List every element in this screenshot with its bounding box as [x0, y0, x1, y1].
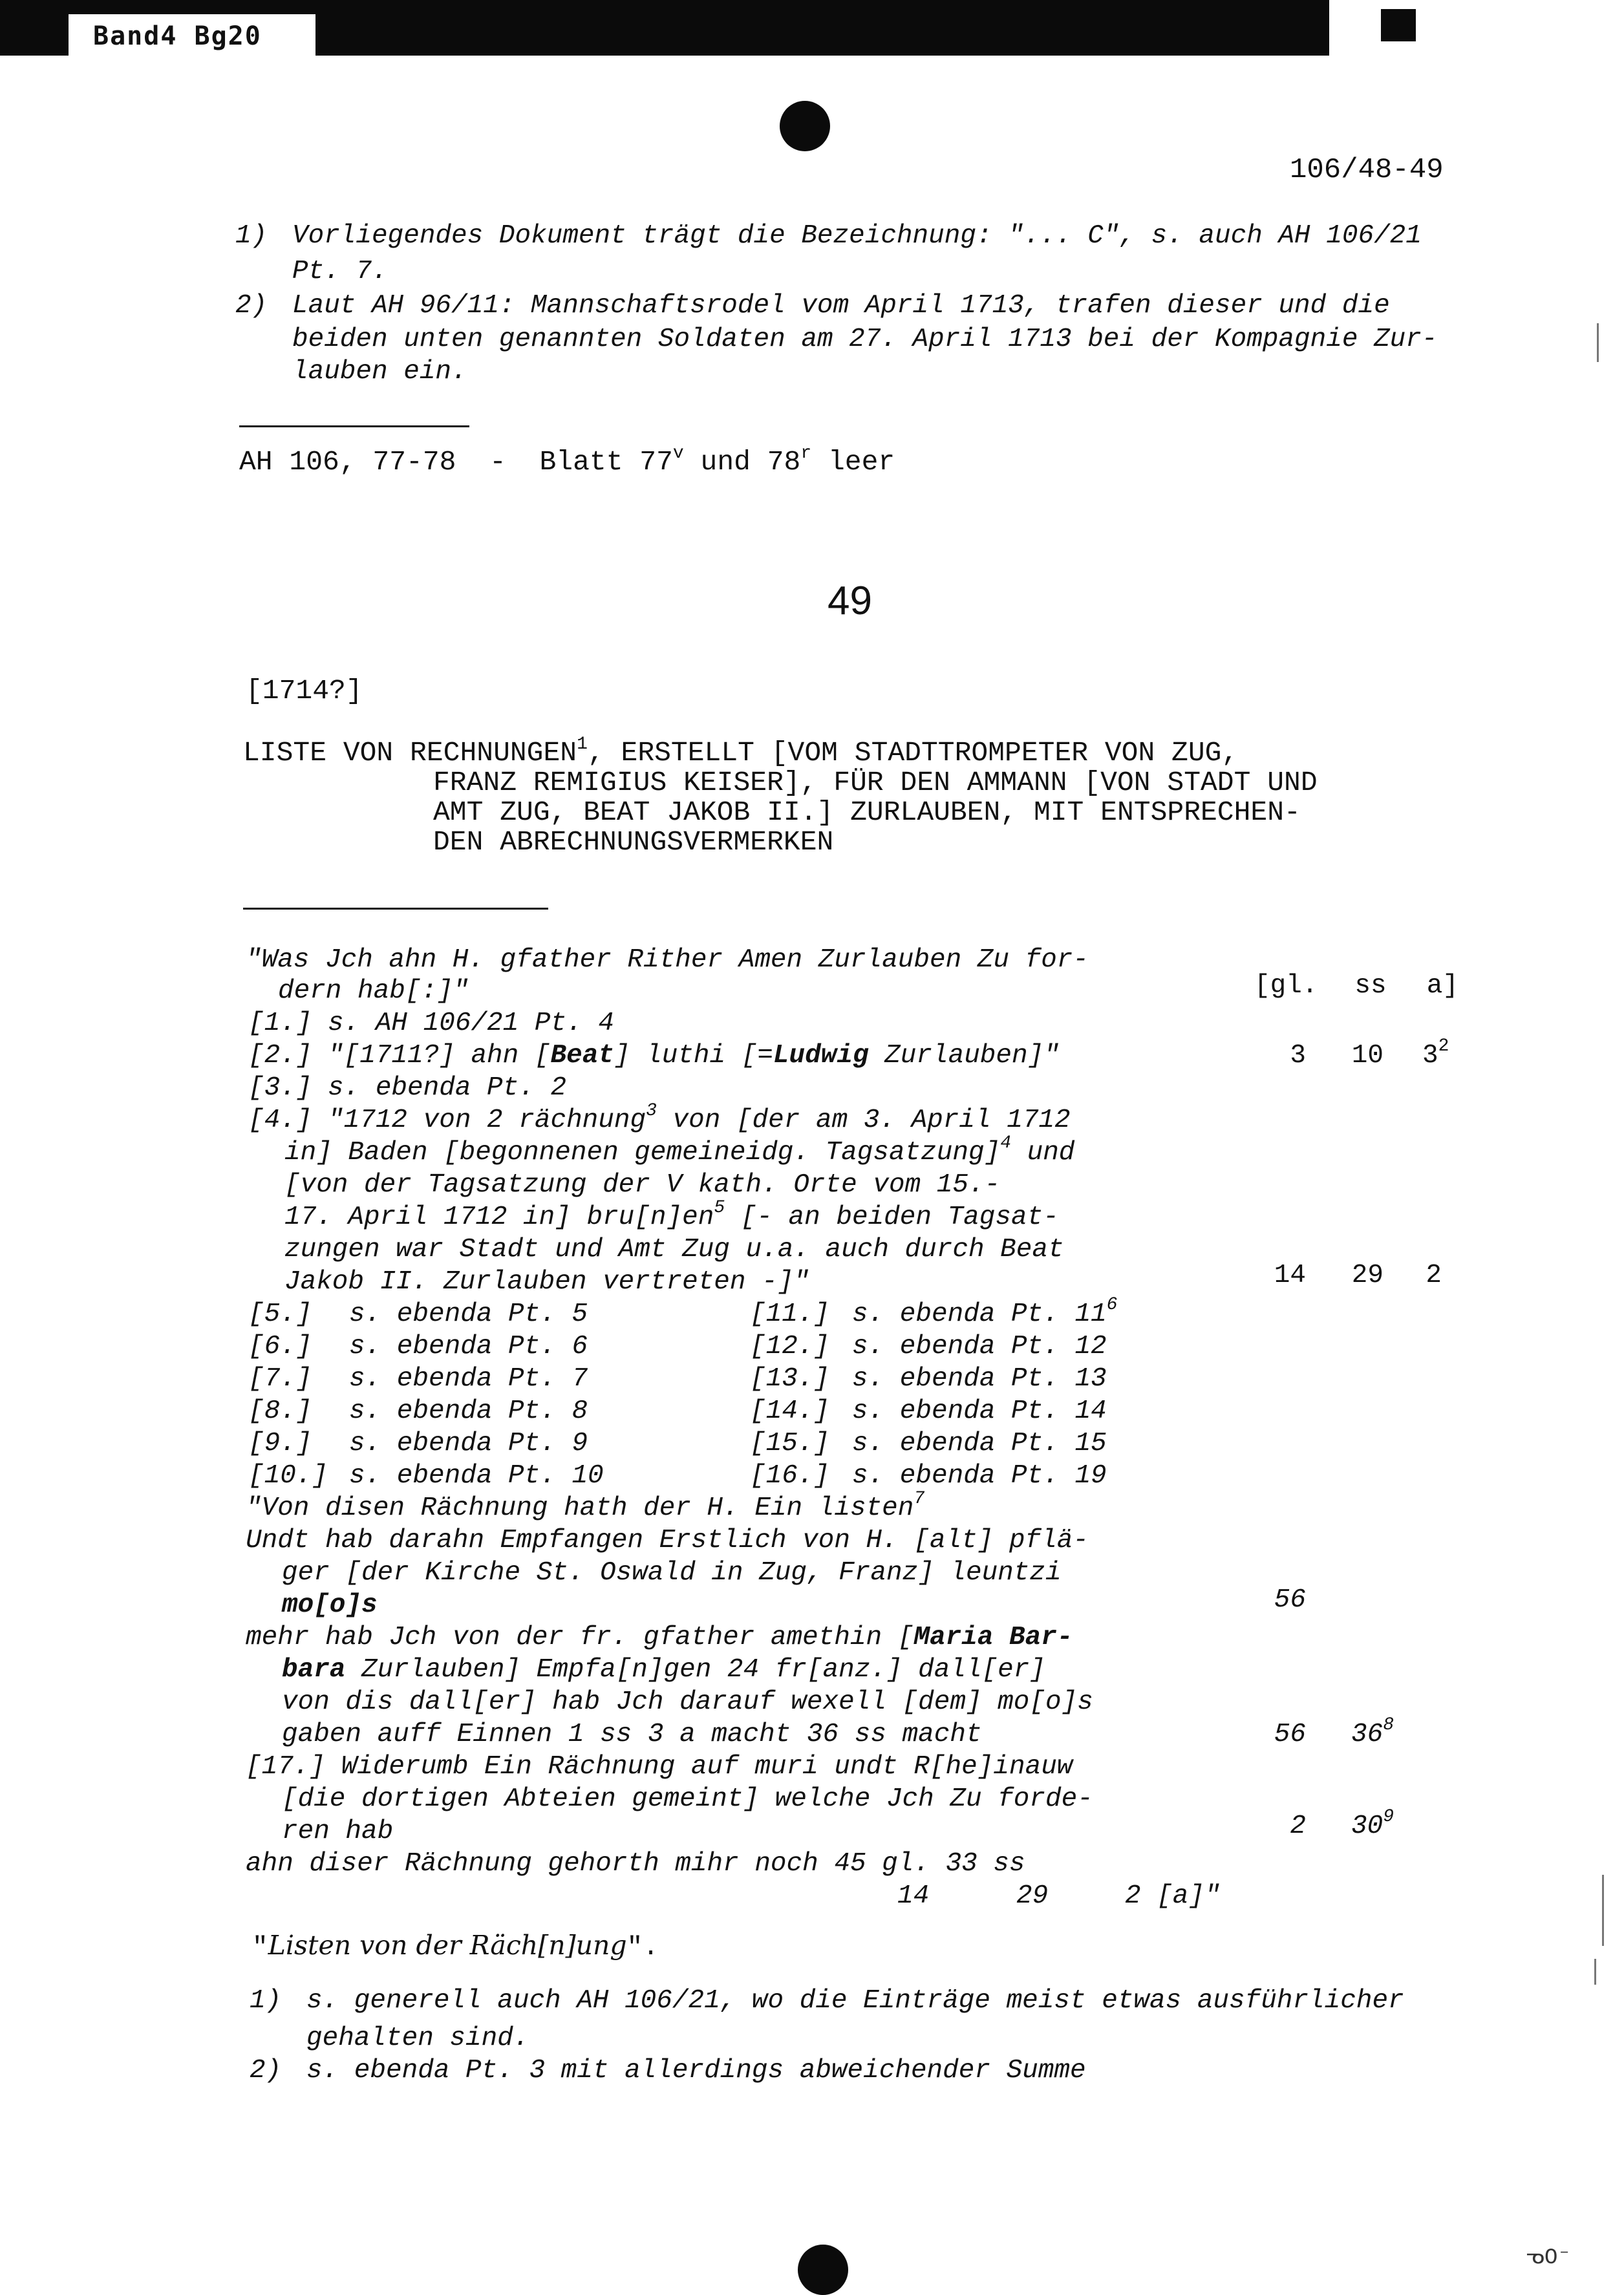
grid-item: s. ebenda Pt. 5	[349, 1299, 588, 1329]
item-3: [3.] s. ebenda Pt. 2	[248, 1073, 567, 1103]
blatt-note: AH 106, 77-78 - Blatt 77$^v$ und 78$^r$ leer	[239, 443, 895, 478]
header-corner-box	[1329, 0, 1624, 59]
top-note-2-line: Laut AH 96/11: Mannschaftsrodel vom April 1713, trafen dieser und die	[292, 291, 1390, 321]
item-17: [die dortigen Abteien gemeint] welche Jch Zu forde-	[282, 1784, 1093, 1814]
document-date: [1714?]	[246, 675, 363, 707]
column-header-gl: [gl.	[1254, 971, 1318, 1001]
divider	[243, 908, 548, 910]
grid-item: [7.]	[248, 1364, 312, 1394]
grid-item: s. ebenda Pt. 6	[349, 1332, 588, 1361]
top-note-1-line: Vorliegendes Dokument trägt die Bezeichnung: "... C", s. auch AH 106/21	[292, 221, 1422, 251]
item-4: in] Baden [begonnenen gemeineidg. Tagsatzung]$^4$ und	[284, 1133, 1075, 1168]
mehr-text: mehr hab Jch von der fr. gfather amethin [Maria Bar-	[246, 1623, 1073, 1652]
document-title: AMT ZUG, BEAT JAKOB II.] ZURLAUBEN, MIT ENTSPRECHEN-	[433, 796, 1301, 828]
amount-ss: $30^9$	[1351, 1807, 1394, 1841]
grid-item: s. ebenda Pt. 7	[349, 1364, 588, 1394]
undt-text: ger [der Kirche St. Oswald in Zug, Franz] leuntzi	[282, 1558, 1062, 1588]
punch-hole-bottom	[798, 2245, 848, 2295]
sum-a: 2 [a]"	[1125, 1881, 1221, 1911]
listen-caption: "Listen von der Räch[n]ung".	[252, 1930, 659, 1963]
column-header-ss: ss	[1354, 971, 1387, 1001]
grid-item: s. ebenda Pt. 15	[852, 1429, 1107, 1458]
grid-item: [12.]	[750, 1332, 830, 1361]
amount-ss: $36^8$	[1351, 1715, 1394, 1749]
amount-gl: 2	[1290, 1811, 1306, 1841]
document-number: 49	[828, 579, 872, 623]
grid-item: [10.]	[248, 1461, 328, 1491]
mehr-text: von dis dall[er] hab Jch darauf wexell [dem] mo[o]s	[282, 1687, 1093, 1717]
bottom-note-2-line: s. ebenda Pt. 3 mit allerdings abweichender Summe	[306, 2056, 1086, 2086]
page-mark: ᓀO⁻	[1526, 2246, 1571, 2270]
amount-gl: 56	[1274, 1585, 1306, 1615]
sum-gl: 14	[897, 1881, 930, 1911]
grid-item: [16.]	[750, 1461, 830, 1491]
item-4: 17. April 1712 in] $bru[n]en^5$ [- an beiden Tagsat-	[284, 1198, 1059, 1232]
scan-artifact	[1597, 323, 1599, 362]
document-title: FRANZ REMIGIUS KEISER], FÜR DEN AMMANN [VON STADT UND	[433, 767, 1318, 798]
top-note-2-line: lauben ein.	[292, 357, 467, 387]
grid-item: s. ebenda Pt. $11^6$	[852, 1295, 1118, 1329]
bottom-note-1-num: 1)	[250, 1986, 282, 2016]
grid-item: s. ebenda Pt. 9	[349, 1429, 588, 1458]
intro-text: dern hab[:]"	[278, 976, 469, 1006]
registration-mark	[1381, 9, 1416, 41]
amount-a: 2	[1426, 1261, 1442, 1290]
total-text: ahn diser Rächnung gehorth mihr noch 45 gl. 33 ss	[246, 1849, 1025, 1879]
grid-item: s. ebenda Pt. 12	[852, 1332, 1107, 1361]
grid-item: [15.]	[750, 1429, 830, 1458]
grid-item: [8.]	[248, 1396, 312, 1426]
item-2: [2.] "[1711?] ahn [Beat] luthi [=Ludwig Zurlauben]"	[248, 1041, 1060, 1071]
document-reference: 106/48-49	[1290, 154, 1444, 186]
sum-ss: 29	[1016, 1881, 1049, 1911]
amount-ss: 29	[1351, 1261, 1384, 1290]
grid-item: s. ebenda Pt. 19	[852, 1461, 1107, 1491]
divider	[239, 425, 469, 427]
scan-artifact	[1594, 1959, 1596, 1985]
bottom-note-1-line: gehalten sind.	[306, 2023, 529, 2053]
grid-item: [9.]	[248, 1429, 312, 1458]
item-4: Jakob II. Zurlauben vertreten -]"	[284, 1267, 809, 1297]
intro-text: "Was Jch ahn H. gfather Rither Amen Zurlauben Zu for-	[246, 945, 1089, 975]
von-text: "Von disen Rächnung hath der H. Ein listen$^7$	[246, 1489, 925, 1523]
grid-item: [5.]	[248, 1299, 312, 1329]
item-4: [von der Tagsatzung der V kath. Orte vom 15.-	[284, 1170, 1001, 1200]
item-1: [1.] s. AH 106/21 Pt. 4	[248, 1009, 614, 1038]
document-title: LISTE VON RECHNUNGEN$^1$, ERSTELLT [VOM STADTTROMPETER VON ZUG,	[243, 734, 1239, 769]
undt-text: Undt hab darahn Empfangen Erstlich von H. [alt] pflä-	[246, 1526, 1089, 1555]
grid-item: s. ebenda Pt. 14	[852, 1396, 1107, 1426]
grid-item: [14.]	[750, 1396, 830, 1426]
document-title: DEN ABRECHNUNGSVERMERKEN	[433, 826, 834, 858]
item-4: zungen war Stadt und Amt Zug u.a. auch durch Beat	[284, 1235, 1064, 1265]
column-header-a: a]	[1426, 971, 1458, 1001]
scan-artifact	[1602, 1875, 1604, 1946]
amount-gl: 14	[1274, 1261, 1306, 1290]
grid-item: [13.]	[750, 1364, 830, 1394]
top-note-2-num: 2)	[235, 291, 268, 321]
item-17: [17.] Widerumb Ein Rächnung auf muri undt R[he]inauw	[246, 1752, 1073, 1782]
undt-text: mo[o]s	[282, 1590, 378, 1620]
amount-gl: 56	[1274, 1720, 1306, 1749]
amount-ss: 10	[1351, 1041, 1384, 1071]
top-note-2-line: beiden unten genannten Soldaten am 27. April 1713 bei der Kompagnie Zur-	[292, 325, 1438, 354]
top-note-1-line: Pt. 7.	[292, 257, 388, 286]
punch-hole-top	[780, 101, 830, 151]
grid-item: [11.]	[750, 1299, 830, 1329]
amount-gl: 3	[1290, 1041, 1306, 1071]
grid-item: s. ebenda Pt. 13	[852, 1364, 1107, 1394]
grid-item: [6.]	[248, 1332, 312, 1361]
top-note-1-num: 1)	[235, 221, 268, 251]
amount-a: $3^2$	[1422, 1036, 1449, 1071]
bottom-note-2-num: 2)	[250, 2056, 282, 2086]
item-17: ren hab	[282, 1817, 394, 1846]
item-4: [4.] "1712 von 2 rächnung$^3$ von [der am 3. April 1712	[248, 1101, 1071, 1135]
mehr-text: bara Zurlauben] Empfa[n]gen 24 fr[anz.] dall[er]	[282, 1655, 1045, 1685]
volume-tab: Band4 Bg20	[69, 14, 315, 58]
grid-item: s. ebenda Pt. 8	[349, 1396, 588, 1426]
mehr-text: gaben auff Einnen 1 ss 3 a macht 36 ss macht	[282, 1720, 982, 1749]
grid-item: s. ebenda Pt. 10	[349, 1461, 604, 1491]
bottom-note-1-line: s. generell auch AH 106/21, wo die Einträge meist etwas ausführlicher	[306, 1986, 1404, 2016]
